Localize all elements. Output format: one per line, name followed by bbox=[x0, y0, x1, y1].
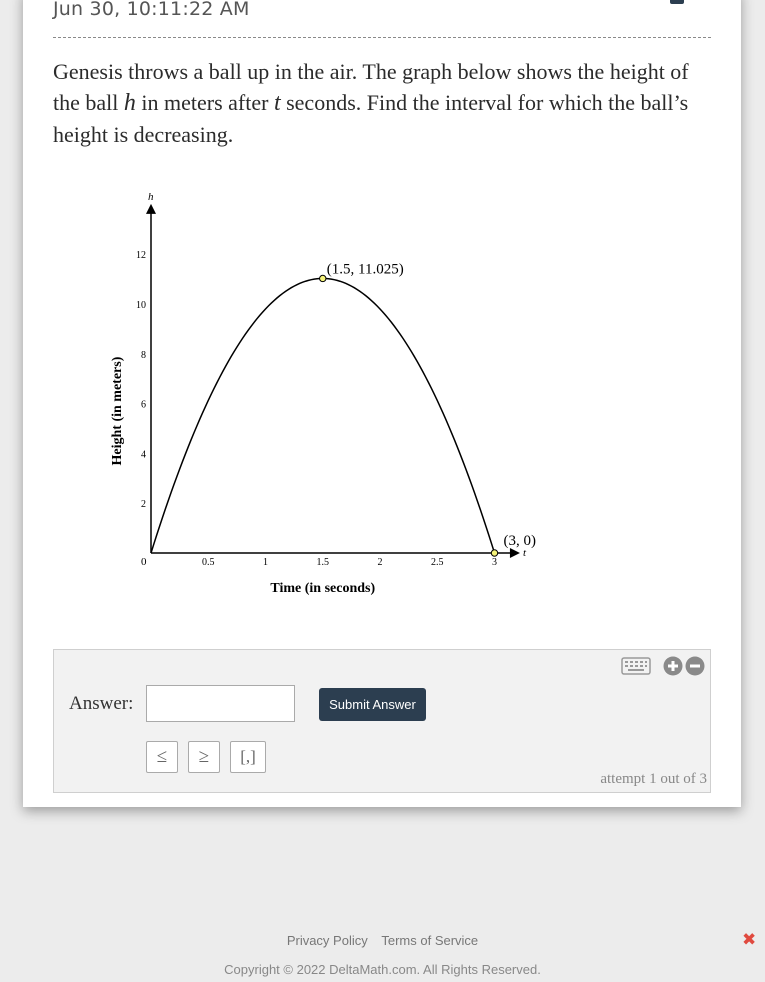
x-tick-label: 3 bbox=[492, 557, 497, 568]
timestamp: Jun 30, 10:11:22 AM bbox=[53, 0, 250, 20]
attempt-counter: attempt 1 out of 3 bbox=[600, 771, 707, 787]
greater-equal-button[interactable]: ≥ bbox=[188, 741, 220, 773]
minus-circle-icon[interactable] bbox=[685, 656, 705, 676]
x-tick-label: 0.5 bbox=[202, 557, 215, 568]
answer-input[interactable] bbox=[146, 685, 295, 722]
x-tick-label: 2.5 bbox=[431, 557, 444, 568]
data-point-label: (1.5, 11.025) bbox=[326, 261, 404, 278]
copyright: Copyright © 2022 DeltaMath.com. All Rights Reserved. bbox=[224, 962, 541, 977]
y-tick-label: 8 bbox=[141, 349, 146, 361]
data-point bbox=[491, 550, 497, 556]
answer-panel bbox=[53, 649, 711, 793]
x-tick-label: 1.5 bbox=[316, 557, 329, 568]
y-axis-title: Height (in meters) bbox=[110, 356, 125, 466]
y-tick-label: 12 bbox=[136, 250, 146, 262]
less-equal-button[interactable]: ≤ bbox=[146, 741, 178, 773]
x-axis-arrow bbox=[510, 548, 520, 558]
y-axis-arrow bbox=[146, 204, 156, 214]
height-graph bbox=[73, 175, 553, 620]
variable-t: t bbox=[273, 90, 281, 116]
x-axis-title: Time (in seconds) bbox=[270, 581, 376, 596]
data-point bbox=[320, 275, 326, 281]
height-curve bbox=[151, 278, 495, 553]
x-axis-var-label: t bbox=[522, 547, 527, 559]
keyboard-icon[interactable] bbox=[621, 657, 651, 675]
problem-card bbox=[23, 0, 741, 807]
variable-h: h bbox=[123, 90, 136, 116]
data-point-label: (3, 0) bbox=[503, 533, 536, 549]
chart-svg bbox=[73, 175, 553, 615]
y-tick-label: 2 bbox=[141, 499, 146, 511]
close-icon[interactable]: ✖ bbox=[742, 930, 757, 950]
x-tick-label: 2 bbox=[377, 557, 383, 568]
terms-of-service-link[interactable]: Terms of Service bbox=[381, 933, 479, 948]
footer-links bbox=[0, 933, 765, 948]
submit-answer-button[interactable]: Submit Answer bbox=[319, 688, 426, 721]
origin-label: 0 bbox=[141, 556, 147, 568]
y-tick-label: 6 bbox=[141, 399, 146, 411]
privacy-policy-link[interactable]: Privacy Policy bbox=[286, 933, 368, 948]
divider bbox=[53, 37, 711, 38]
plus-circle-icon[interactable] bbox=[663, 656, 683, 676]
question-part-2: in meters after bbox=[135, 90, 274, 115]
y-tick-label: 4 bbox=[141, 449, 146, 461]
y-axis-var-label: h bbox=[148, 190, 154, 203]
question-part-1: Genesis throws a ball up in the air. The graph below shows the height of the ball bbox=[53, 59, 689, 115]
x-tick-label: 1 bbox=[263, 557, 268, 568]
menu-icon[interactable] bbox=[670, 0, 684, 4]
y-tick-label: 10 bbox=[136, 300, 146, 311]
answer-label: Answer: bbox=[69, 693, 134, 714]
question-part-3: seconds. Find the interval for which the ball’s height is decreasing. bbox=[53, 90, 689, 147]
interval-button[interactable]: [,] bbox=[230, 741, 266, 773]
question-text bbox=[53, 56, 713, 150]
